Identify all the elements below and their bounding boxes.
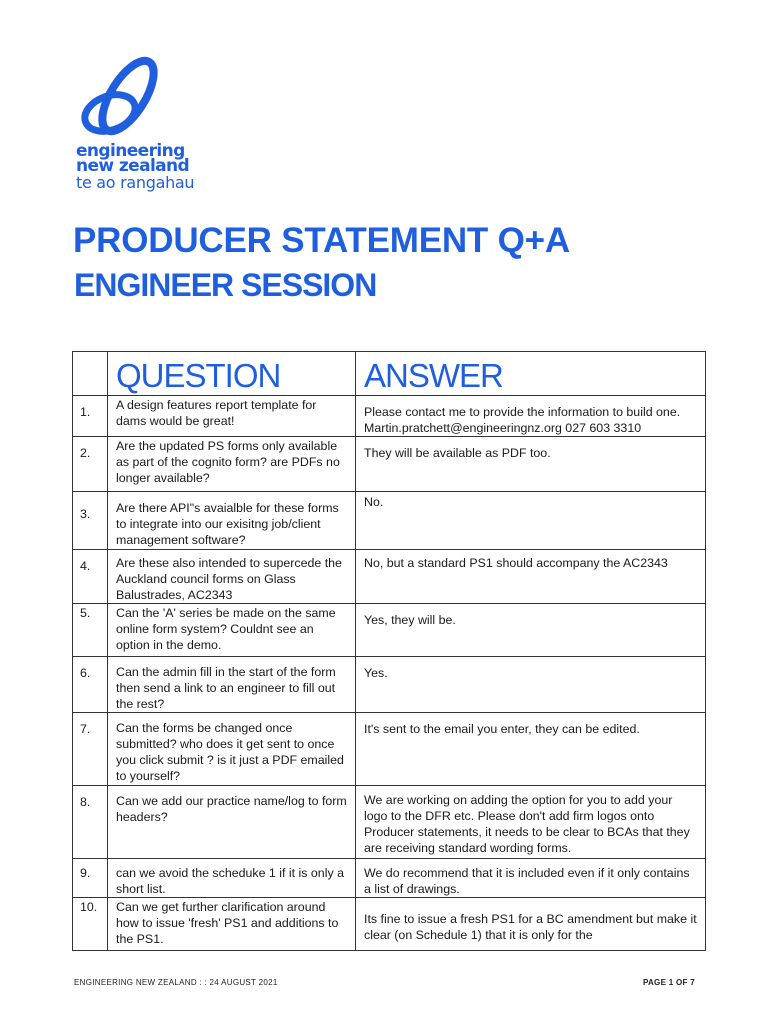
row-answer: No. xyxy=(356,492,706,550)
logo-line-engineering: engineering xyxy=(76,141,185,161)
row-question: Are these also intended to supercede the Auckland council forms on Glass Balustrades, AC2343 xyxy=(108,550,356,604)
logo-line-new-zealand: new zealand xyxy=(76,156,190,176)
table-row xyxy=(73,786,706,859)
row-number: 6. xyxy=(73,657,108,713)
table-row xyxy=(73,859,706,898)
row-number: 8. xyxy=(73,786,108,859)
row-question: Are there API"s avaialble for these forms to integrate into our exisitng job/client management software? xyxy=(108,492,356,550)
table-header-row xyxy=(73,352,706,396)
row-answer: Yes. xyxy=(356,657,706,713)
row-answer: Please contact me to provide the information to build one. Martin.pratchett@engineeringnz.org 027 603 3310 xyxy=(356,396,706,437)
row-number: 7. xyxy=(73,713,108,786)
header-question: QUESTION xyxy=(108,352,356,396)
table-row xyxy=(73,396,706,437)
row-number: 3. xyxy=(73,492,108,550)
row-question: Can the 'A' series be made on the same online form system? Couldnt see an option in the demo. xyxy=(108,604,356,657)
engineering-nz-logo-mark xyxy=(76,46,176,151)
logo-line-te-ao-rangahau: te ao rangahau xyxy=(76,173,195,192)
row-number: 5. xyxy=(73,604,108,657)
table-row xyxy=(73,604,706,657)
row-answer: Its fine to issue a fresh PS1 for a BC amendment but make it clear (on Schedule 1) that it is only for the xyxy=(356,898,706,951)
table-row xyxy=(73,898,706,951)
header-answer: ANSWER xyxy=(356,352,706,396)
row-question: can we avoid the scheduke 1 if it is only a short list. xyxy=(108,859,356,898)
table-row xyxy=(73,713,706,786)
logo-wordmark xyxy=(76,141,276,192)
header-number xyxy=(73,352,108,396)
table-row xyxy=(73,492,706,550)
row-number: 9. xyxy=(73,859,108,898)
qa-table xyxy=(72,351,706,951)
row-question: Can the forms be changed once submitted? who does it get sent to once you click submit ? is it just a PDF emailed to yourself? xyxy=(108,713,356,786)
table-row xyxy=(73,437,706,492)
document-title: PRODUCER STATEMENT Q+A xyxy=(73,221,570,260)
row-question: Can we get further clarification around how to issue 'fresh' PS1 and additions to the PS1. xyxy=(108,898,356,951)
document-subtitle: ENGINEER SESSION xyxy=(74,267,377,303)
footer-organization-date: ENGINEERING NEW ZEALAND : : 24 AUGUST 2021 xyxy=(74,978,278,987)
row-answer: They will be available as PDF too. xyxy=(356,437,706,492)
table-row xyxy=(73,550,706,604)
row-number: 1. xyxy=(73,396,108,437)
row-question: A design features report template for dams would be great! xyxy=(108,396,356,437)
row-answer: It's sent to the email you enter, they can be edited. xyxy=(356,713,706,786)
row-number: 4. xyxy=(73,550,108,604)
row-question: Are the updated PS forms only available as part of the cognito form? are PDFs no longer available? xyxy=(108,437,356,492)
row-question: Can we add our practice name/log to form headers? xyxy=(108,786,356,859)
table-row xyxy=(73,657,706,713)
footer-page-number: PAGE 1 OF 7 xyxy=(642,978,695,987)
logo-icon xyxy=(76,46,176,146)
row-answer: We are working on adding the option for you to add your logo to the DFR etc. Please don't add firm logos onto Producer statements, it needs to be clear to BCAs that they are receiving standard wording forms. xyxy=(356,786,706,859)
row-number: 10. xyxy=(73,898,108,951)
row-answer: We do recommend that it is included even if it only contains a list of drawings. xyxy=(356,859,706,898)
row-answer: Yes, they will be. xyxy=(356,604,706,657)
row-answer: No, but a standard PS1 should accompany the AC2343 xyxy=(356,550,706,604)
row-question: Can the admin fill in the start of the form then send a link to an engineer to fill out the rest? xyxy=(108,657,356,713)
row-number: 2. xyxy=(73,437,108,492)
